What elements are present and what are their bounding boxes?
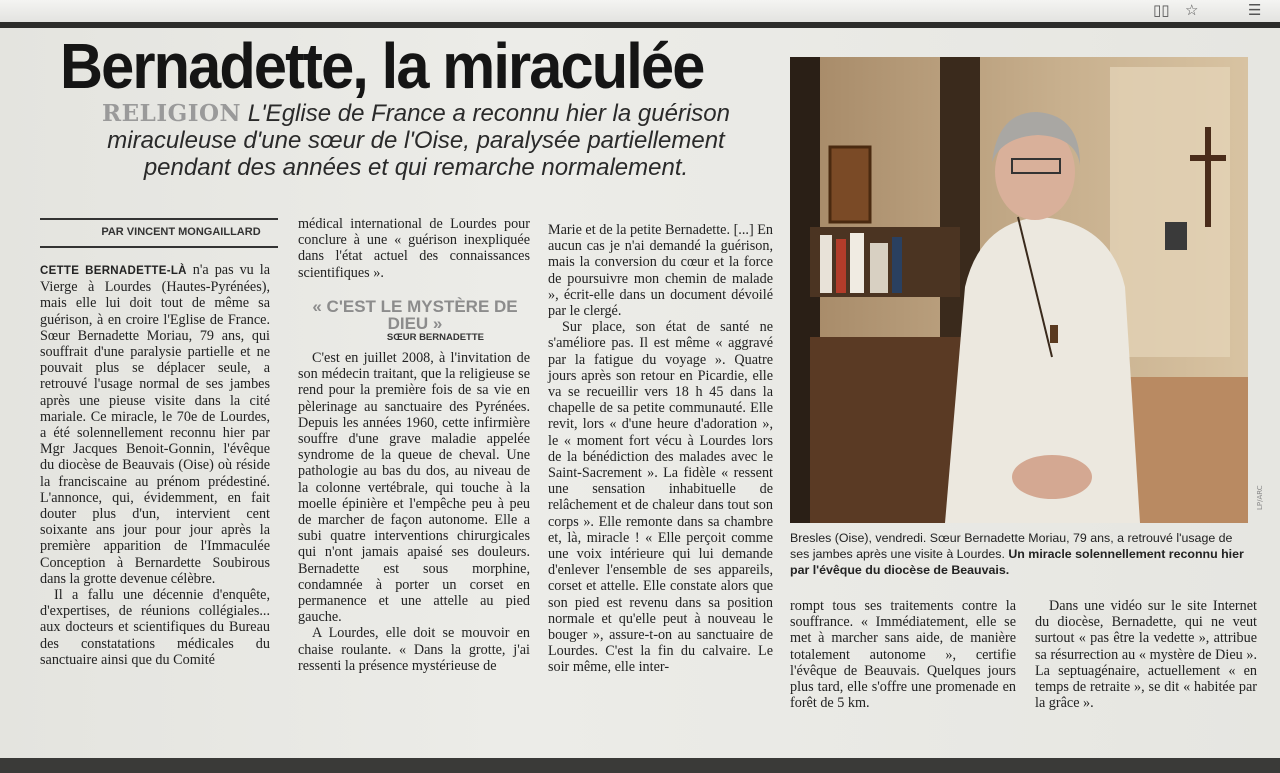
column-3-paragraph-2: Sur place, son état de santé ne s'améliore pas. Il est même « aggravé par la fatigue du voyage ». Quatre jours après son retour en Picardie, elle va se recueillir vers 18 h 45 dans la chapelle de sa petite communauté. Elle revit, lors « d'une heure d'adoration », le « moment fort vécu à Lourdes lors de la bénédiction des malades avec le Saint-Sacrement ». La fidèle « ressent une sensation inhabituelle de relâchement et de chaleur dans tout son corps ». Elle remonte dans sa chambre et, là, miracle ! « Elle perçoit comme une voix intérieure qui lui demande d'enlever l'ensemble de ses appareils, corset et attelle. Elle constate alors que son pied est revenu dans sa position normale et qu'elle peut à nouveau le bouger », assure-t-on au sanctuaire de Lourdes. C'est la fin du calvaire. Le soir même, elle inter-: [548, 319, 773, 676]
column-2-paragraph-2: C'est en juillet 2008, à l'invitation de son médecin traitant, que la religieuse se rend pour la première fois de sa vie en pèlerinage au sanctuaire des Pyrénées. Depuis les années 1960, cette infirmière souffre d'une grave maladie appelée syndrome de la queue de cheval. Une pathologie au bas du dos, au niveau de la colonne vertébrale, qui touche à la moelle épinière et l'empêche peu à peu de marcher de façon autonome. Elle a subi quatre interventions chirurgicales qui n'ont jamais apaisé ses douleurs. Bernadette est sous morphine, condamnée à porter un corset en permanence et une attelle au pied gauche.: [298, 350, 530, 626]
column-3: [548, 222, 773, 676]
reader-view-icon[interactable]: ▯▯: [1153, 1, 1170, 19]
article-photo: [790, 57, 1248, 523]
section-kicker: RELIGION: [102, 100, 242, 127]
column-4: [790, 598, 1016, 711]
column-1: [40, 262, 270, 668]
column-1-paragraph-1: n'a pas vu la Vierge à Lourdes (Hautes-Pyrénées), mais elle lui doit tout de même sa guérison, à en croire l'Eglise de France. Sœur Bernadette Moriau, 79 ans, qui souffrait d'une paralysie partielle et ne pouvait plus se déplacer seule, a retrouvé l'usage normal de ses jambes après une pieuse visite dans la cité mariale. Ce miracle, le 70e de Lourdes, a été solennellement reconnu hier par Mgr Jacques Benoit-Gonnin, l'évêque du diocèse de Beauvais (Oise) où réside la franciscaine au prénom prédestiné. L'annonce, qui, évidemment, en fait douter plus d'un, intervient cent soixante ans jour pour jour après la première apparition de l'Immaculée Conception à Bernardette Soubirous dans la grotte devenue célèbre.: [40, 262, 270, 587]
article-deck: [86, 100, 746, 181]
browser-toolbar: [0, 0, 1280, 23]
photo-caption: [790, 530, 1250, 578]
byline-rule-top: [40, 218, 278, 220]
screen-bezel-bottom: [0, 758, 1280, 773]
nun-portrait-image: [790, 57, 1248, 523]
lead-in: CETTE BERNADETTE-LÀ: [40, 265, 187, 277]
article-headline: Bernadette, la miraculée: [60, 30, 704, 102]
caption-text: Bresles (Oise), vendredi. Sœur Bernadette Moriau, 79 ans, a retrouvé l'usage de ses jambes après une visite à Lourdes.: [790, 531, 1233, 561]
pull-quote-author: SŒUR BERNADETTE: [386, 332, 484, 343]
column-2-bottom: [298, 350, 530, 674]
pull-quote-text: « C'EST LE MYSTÈRE DE DIEU »: [312, 297, 518, 333]
column-5-paragraph-1: Dans une vidéo sur le site Internet du diocèse, Bernadette, qui ne veut surtout « pas être la vedette », attribue sa résurrection au « mystère de Dieu ». La septuagénaire, actuellement « en temps de retraite », se dit « habitée par la grâce ».: [1035, 598, 1257, 712]
column-4-paragraph-1: rompt tous ses traitements contre la souffrance. « Immédiatement, elle se met à marcher sans aide, de manière totalement autonome », certifie l'évêque de Beauvais. Quelques jours plus tard, elle s'offre une promenade en forêt de 5 km.: [790, 598, 1016, 712]
byline: PAR VINCENT MONGAILLARD: [101, 226, 261, 238]
deck-text: L'Eglise de France a reconnu hier la guérison miraculeuse d'une sœur de l'Oise, paralysée partiellement pendant des années et qui remarche normalement.: [107, 100, 730, 181]
byline-rule-bottom: [40, 246, 278, 248]
pull-quote: [300, 298, 530, 343]
column-1-paragraph-2: Il a fallu une décennie d'enquête, d'expertises, de réunions collégiales... aux docteurs et scientifiques du Bureau des constatations médicales du sanctuaire ainsi que du Comité: [40, 587, 270, 668]
column-5: [1035, 598, 1257, 711]
column-2-top: [298, 216, 530, 281]
caption-bold-text: Un miracle solennellement reconnu hier par l'évêque du diocèse de Beauvais.: [790, 547, 1244, 577]
column-3-paragraph-1: Marie et de la petite Bernadette. [...] En aucun cas je n'ai demandé la guérison, mais la conversion du cœur et la force de poursuivre mon chemin de malade », écrit-elle dans un document dévoilé par le clergé.: [548, 222, 773, 320]
favorites-list-icon[interactable]: ☰: [1248, 1, 1262, 19]
column-2-paragraph-3: A Lourdes, elle doit se mouvoir en chaise roulante. « Dans la grotte, j'ai ressenti la présence mystérieuse de: [298, 625, 530, 674]
photo-credit: LP/ARC: [1256, 485, 1264, 510]
column-2-paragraph-1: médical international de Lourdes pour conclure à une « guérison inexpliquée dans l'état actuel des connaissances scientifiques ».: [298, 216, 530, 281]
bookmark-star-icon[interactable]: ☆: [1185, 1, 1199, 19]
